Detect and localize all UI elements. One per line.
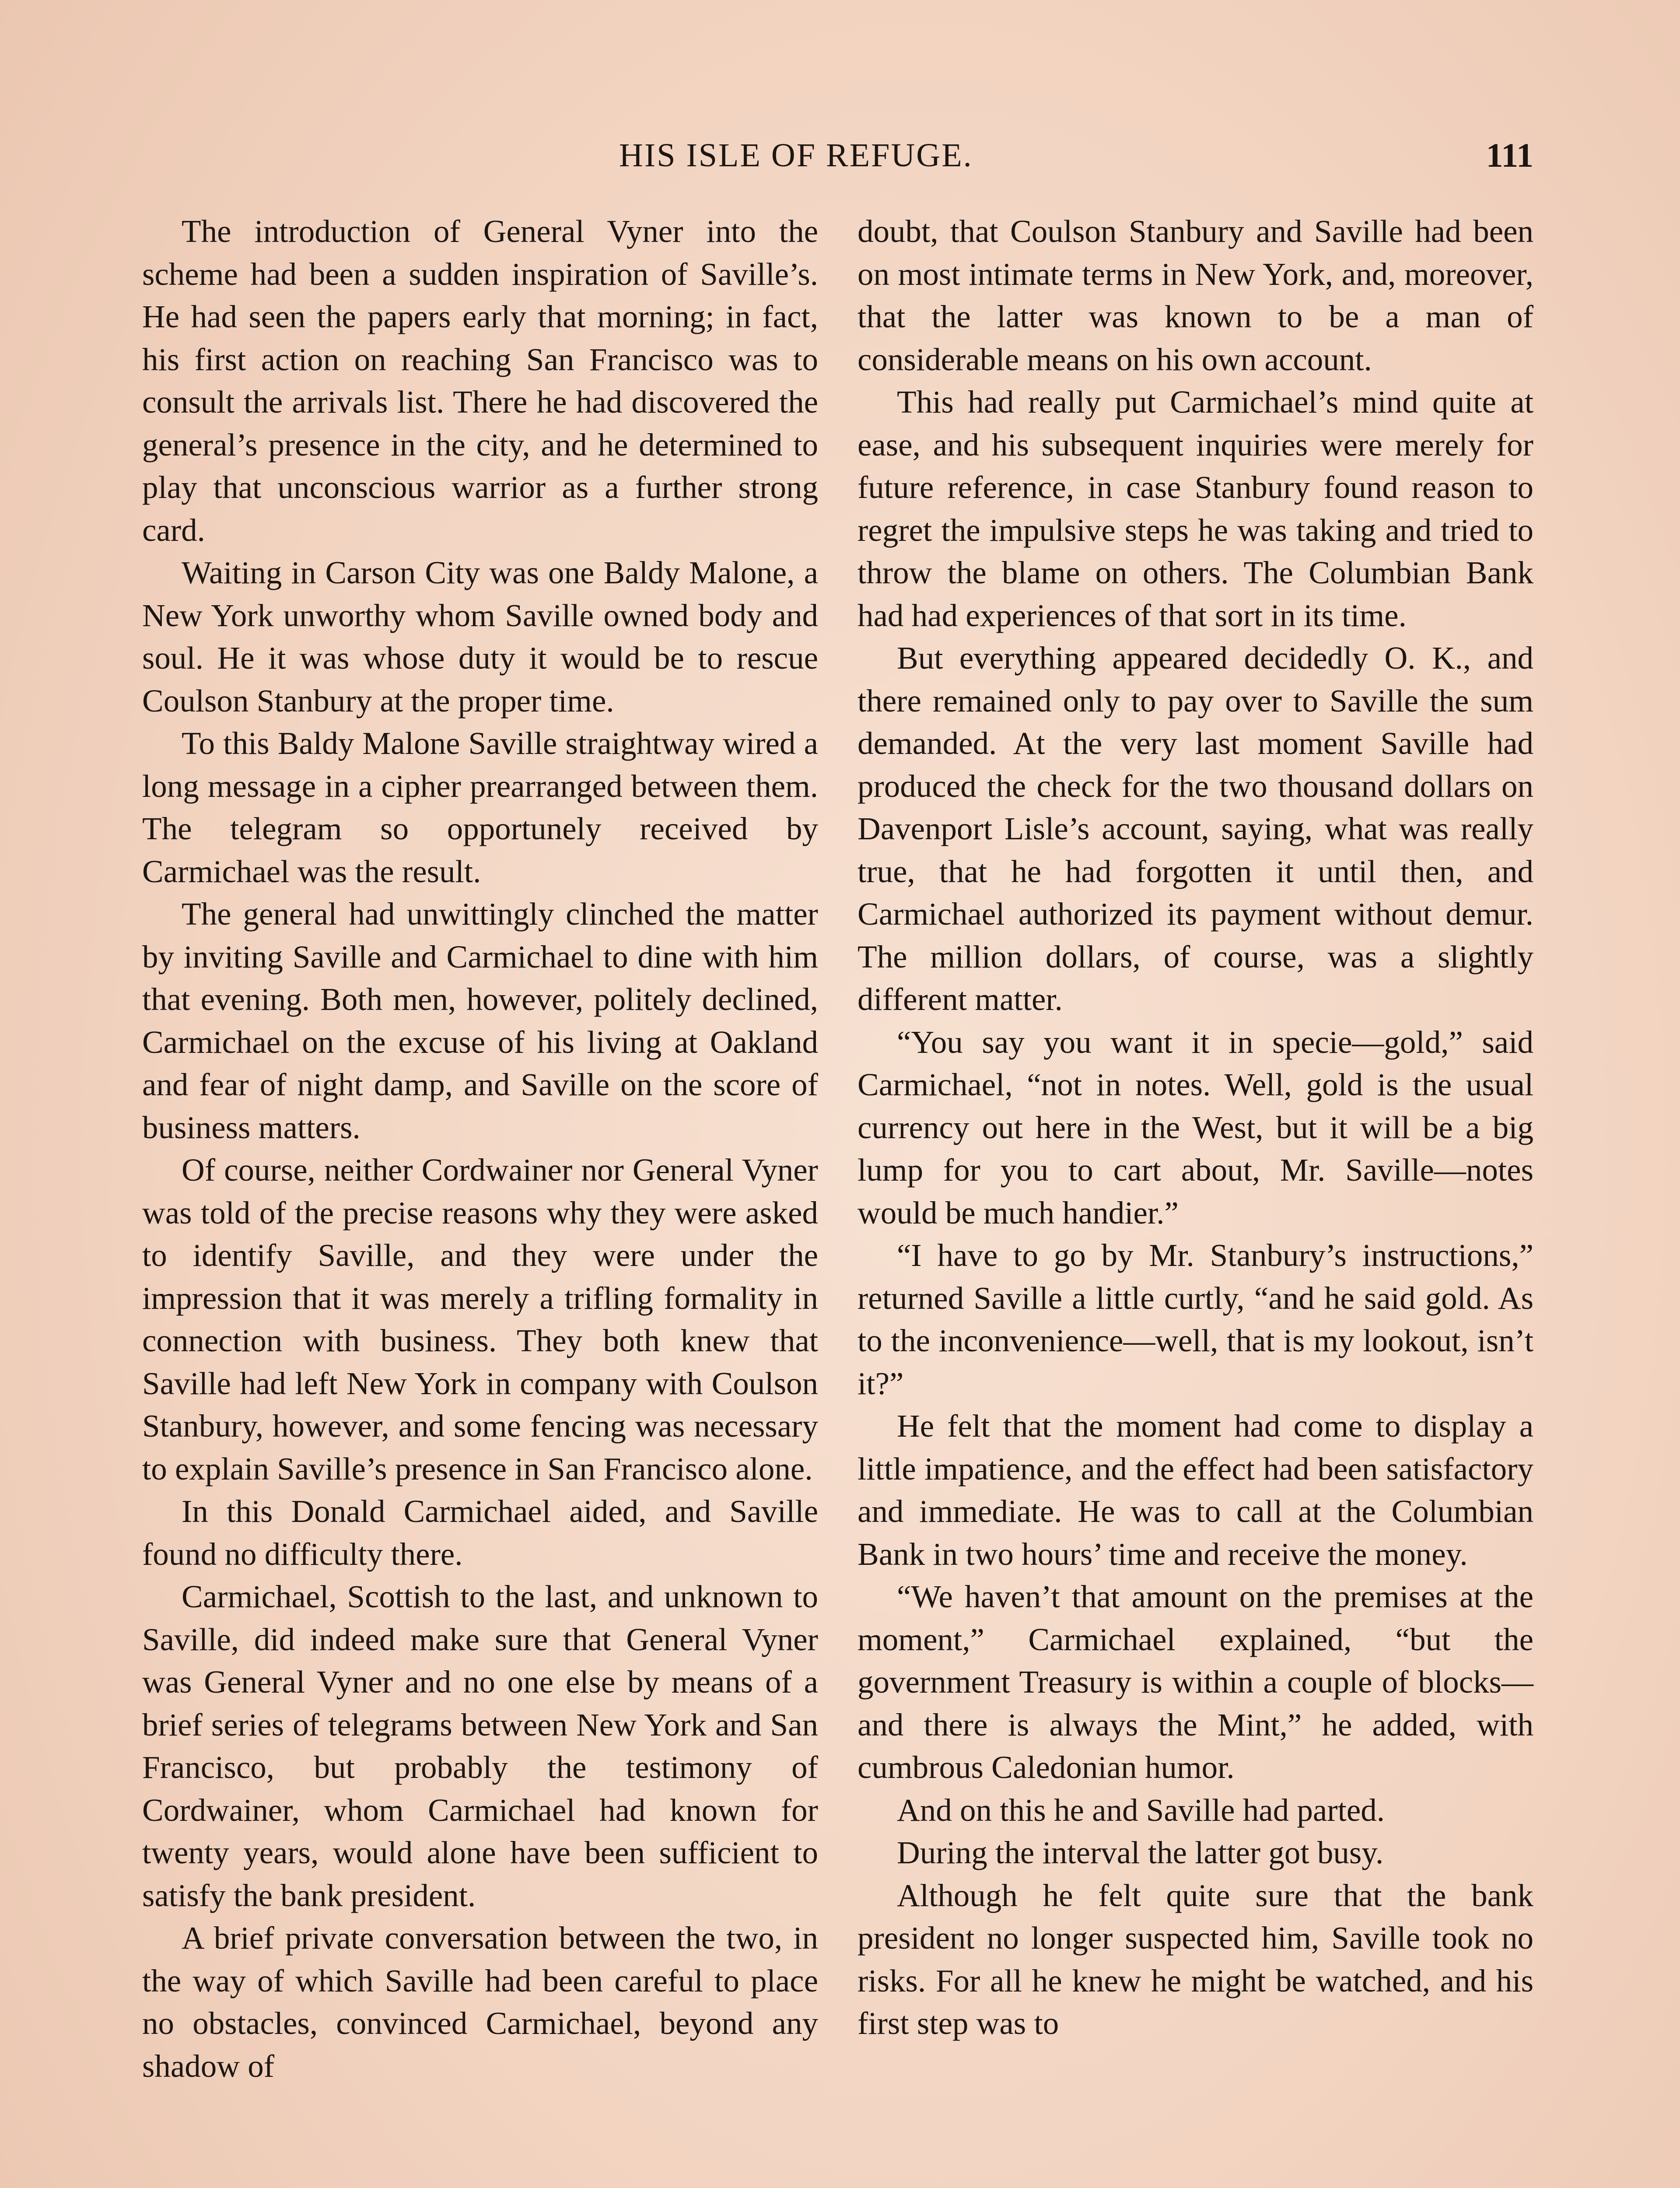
paragraph: “You say you want it in specie—gold,” said Carmichael, “not in notes. Well, gold is the usual currency out here in the West, but it will be a big lump for you to cart about, Mr. Saville—notes would be much handier.”	[858, 1024, 1533, 1231]
paragraph: Waiting in Carson City was one Baldy Malone, a New York unworthy whom Saville owned body and soul. He it was whose duty it would be to rescue Coulson Stanbury at the proper time.	[142, 555, 818, 719]
paragraph: And on this he and Saville had parted.	[897, 1792, 1385, 1828]
paragraph: During the interval the latter got busy.	[897, 1835, 1384, 1870]
paragraph: Of course, neither Cordwainer nor General Vyner was told of the precise reasons why they were asked to identify Saville, and they were under the impression that it was merely a trifling formality in connection with business. They both knew that Saville had left New York in company with Coulson Stanbury, however, and some fencing was necessary to explain Saville’s presence in San Francisco alone.	[142, 1152, 818, 1487]
paragraph: But everything appeared decidedly O. K., and there remained only to pay over to Saville the sum demanded. At the very last moment Saville had produced the check for the two thousand dollars on Davenport Lisle’s account, saying, what was really true, that he had forgotten it until then, and Carmichael authorized its payment without demur. The million dollars, of course, was a slightly different matter.	[858, 640, 1533, 1017]
right-column	[858, 210, 1533, 2087]
paragraph: doubt, that Coulson Stanbury and Saville had been on most intimate terms in New York, and, moreover, that the latter was known to be a man of considerable means on his own account.	[858, 214, 1533, 377]
page-header	[142, 131, 1533, 188]
paragraph: In this Donald Carmichael aided, and Saville found no difficulty there.	[142, 1494, 818, 1572]
paragraph: Carmichael, Scottish to the last, and unknown to Saville, did indeed make sure that General Vyner was General Vyner and no one else by means of a brief series of telegrams between New York and San Francisco, but probably the testimony of Cordwainer, whom Carmichael had known for twenty years, would alone have been sufficient to satisfy the bank president.	[142, 1579, 818, 1913]
paragraph: To this Baldy Malone Saville straightway wired a long message in a cipher prearranged between them. The telegram so opportunely received by Carmichael was the result.	[142, 726, 818, 889]
paragraph: He felt that the moment had come to display a little impatience, and the effect had been satisfactory and immediate. He was to call at the Columbian Bank in two hours’ time and receive the money.	[858, 1408, 1533, 1572]
paragraph: The general had unwittingly clinched the matter by inviting Saville and Carmichael to dine with him that evening. Both men, however, politely declined, Carmichael on the excuse of his living at Oakland and fear of night damp, and Saville on the score of business matters.	[142, 896, 818, 1145]
text-columns	[142, 210, 1533, 2087]
paragraph: This had really put Carmichael’s mind quite at ease, and his subsequent inquiries were merely for future reference, in case Stanbury found reason to regret the impulsive steps he was taking and tried to throw the blame on others. The Columbian Bank had had experiences of that sort in its time.	[858, 384, 1533, 633]
paragraph: The introduction of General Vyner into the scheme had been a sudden inspiration of Saville’s. He had seen the papers early that morning; in fact, his first action on reaching San Francisco was to consult the arrivals list. There he had discovered the general’s presence in the city, and he determined to play that unconscious warrior as a further strong card.	[142, 214, 818, 548]
paragraph: A brief private conversation between the two, in the way of which Saville had been careful to place no obstacles, convinced Carmichael, beyond any shadow of	[142, 1920, 818, 2084]
running-title: HIS ISLE OF REFUGE.	[619, 137, 973, 174]
paragraph: “I have to go by Mr. Stanbury’s instructions,” returned Saville a little curtly, “and he said gold. As to the inconvenience—well, that is my lookout, isn’t it?”	[858, 1238, 1533, 1401]
page-number: 111	[1486, 136, 1533, 174]
left-column	[142, 210, 818, 2087]
paragraph: “We haven’t that amount on the premises at the moment,” Carmichael explained, “but the government Treasury is within a couple of blocks—and there is always the Mint,” he added, with cumbrous Caledonian humor.	[858, 1579, 1533, 1785]
paragraph: Although he felt quite sure that the bank president no longer suspected him, Saville took no risks. For all he knew he might be watched, and his first step was to	[858, 1877, 1533, 2041]
